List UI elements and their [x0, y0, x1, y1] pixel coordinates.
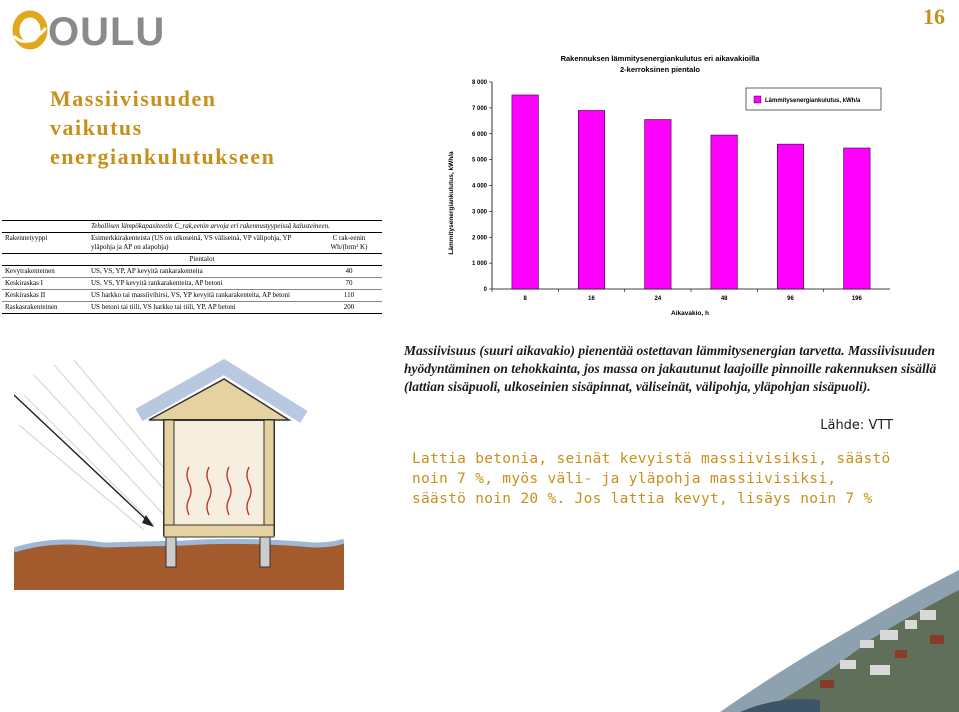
- body-line: Lattia betonia, seinät kevyistä massiivisiksi, säästö: [412, 451, 891, 467]
- energy-consumption-chart: [430, 48, 895, 318]
- title-line: energiankulutukseen: [50, 144, 276, 169]
- body-line: säästö noin 20 %. Jos lattia kevyt, lisäys noin 7 %: [412, 491, 873, 507]
- foundation-pillar: [260, 537, 270, 567]
- table-cell: 200: [343, 303, 355, 311]
- y-tick-label: 7 000: [471, 105, 487, 112]
- oulu-logo: [12, 6, 166, 54]
- chart-ylabel: Lämmitysenergiankulutus, kWh/a: [448, 151, 455, 255]
- x-tick-label: 24: [654, 296, 662, 302]
- legend-label: Lämmitysenergiankulutus, kWh/a: [765, 98, 861, 104]
- y-tick-label: 0: [483, 287, 487, 293]
- page-number: 16: [923, 4, 945, 29]
- y-tick-label: 6 000: [471, 131, 487, 138]
- table-cell: Raskasrakenteinen: [5, 303, 58, 311]
- table-row: [2, 302, 382, 314]
- chart-bar: [645, 120, 672, 289]
- table-cell: 70: [345, 279, 353, 287]
- chart-axes: [492, 82, 890, 289]
- x-tick-label: 96: [787, 296, 794, 302]
- y-tick-label: 3 000: [471, 209, 487, 216]
- logo-text: OULU: [48, 10, 166, 54]
- body-line: noin 7 %, myös väli- ja yläpohja massiivisiksi,: [412, 471, 837, 487]
- chart-bar: [711, 135, 738, 289]
- sun-arrow: [14, 395, 152, 525]
- table-cell: US, VS, YP kevyitä rankarakenteita, AP betoni: [91, 279, 223, 287]
- table-group: Pientalot: [189, 255, 215, 263]
- house-wall: [164, 420, 274, 535]
- chart-bar: [844, 148, 871, 289]
- chart-title: Rakennuksen lämmitysenergiankulutus eri aikavakioilla: [560, 54, 760, 63]
- table-header-value: C rak-eenin Wh/(brm² K): [330, 234, 368, 251]
- table-cell: US harkko tai massiivihirsi, VS, YP kevyitä rankarakenteita, AP betoni: [91, 291, 290, 299]
- y-tick-label: 1 000: [471, 261, 487, 268]
- source-label: Lähde: VTT: [820, 418, 893, 433]
- table-cell: Keskiraskas II: [5, 291, 46, 299]
- ground: [14, 541, 344, 590]
- x-tick-label: 8: [523, 296, 527, 302]
- table-cell: Kevytrakenteinen: [5, 267, 55, 275]
- y-tick-label: 4 000: [471, 183, 487, 190]
- y-tick-label: 8 000: [471, 80, 487, 86]
- title-line: vaikutus: [50, 115, 143, 140]
- chart-bar: [512, 95, 539, 289]
- table-cell: US betoni tai tiili, VS harkko tai tiili, YP, AP betoni: [91, 303, 236, 311]
- chart-plot-area: [472, 80, 890, 302]
- table-row: [2, 290, 382, 302]
- chart-bar: [777, 144, 804, 289]
- table-header-type: Rakennetyyppi: [5, 234, 48, 242]
- house-illustration: [14, 355, 344, 590]
- logo-swoosh-icon: [12, 6, 52, 52]
- chart-bar: [578, 110, 605, 289]
- table-row: [2, 266, 382, 278]
- y-tick-label: 2 000: [471, 235, 487, 242]
- table-cell: 110: [343, 291, 355, 299]
- sun-rays: [19, 360, 174, 530]
- legend-swatch: [754, 96, 761, 103]
- y-tick-label: 5 000: [471, 157, 487, 164]
- x-tick-label: 196: [851, 296, 862, 302]
- table-cell: 40: [345, 267, 353, 275]
- foundation-pillar: [166, 537, 176, 567]
- chart-legend: [746, 88, 881, 110]
- table-cell: Keskiraskas I: [5, 279, 43, 287]
- chart-caption: Massiivisuus (suuri aikavakio) pienentää ostettavan lämmitysenergian tarvetta. Massiivisuuden hyödyntäminen on tehokkainta, jos massa on jakautunut laajoille pinnoille rakennuksen sisällä (lattian sisäpuoli, ulkoseinien sisäpinnat, väliseinät, välipohja, yläpohjan sisäpuoli).: [404, 343, 937, 394]
- x-tick-label: 16: [588, 296, 595, 302]
- body-text: [412, 449, 952, 509]
- chart-xlabel: Aikavakio, h: [671, 310, 709, 317]
- heat-capacity-table: [2, 220, 382, 345]
- chart-subtitle: 2-kerroksinen pientalo: [619, 65, 701, 74]
- table-caption: Tehollisen lämpökapasiteetin C_rak,eenin arvoja eri rakennustyypeissä kalusteineen.: [91, 222, 330, 230]
- table-cell: US, VS, YP, AP kevyitä rankarakenteita: [91, 267, 203, 275]
- x-tick-label: 48: [720, 296, 728, 302]
- title-line: Massiivisuuden: [50, 86, 217, 111]
- city-aerial-photo: [720, 570, 959, 712]
- table-header-example: Esimerkkirakenteista (US on ulkoseinä, VS väliseinä, VP välipohja, YP yläpohja ja AP on alapohja): [91, 234, 292, 251]
- table-row: [2, 278, 382, 290]
- slide-title: [50, 84, 390, 171]
